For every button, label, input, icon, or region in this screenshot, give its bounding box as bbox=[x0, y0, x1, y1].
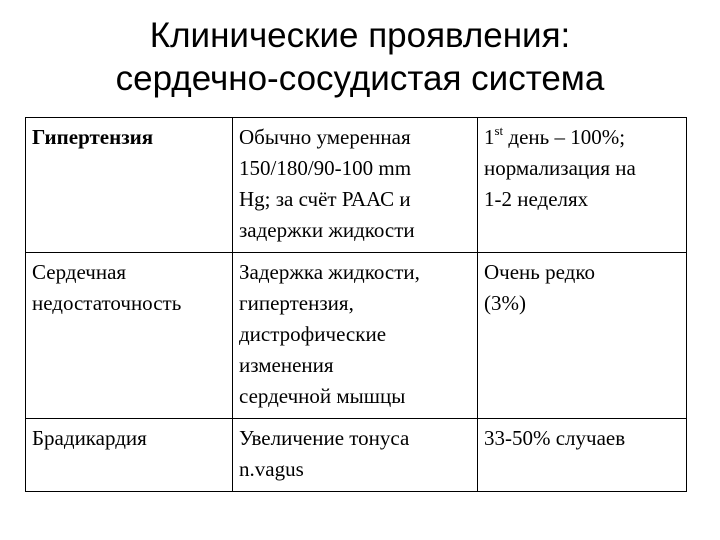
outcome-line: 1-2 неделях bbox=[484, 187, 589, 211]
description-line: n.vagus bbox=[239, 457, 304, 481]
outcome-line: 33-50% случаев bbox=[484, 426, 626, 450]
condition-cell bbox=[26, 118, 233, 253]
condition-heart-failure-line: недостаточность bbox=[32, 291, 182, 315]
outcome-ordinal: 1 bbox=[484, 125, 495, 149]
manifestations-table bbox=[25, 117, 687, 492]
slide-title-line-1: Клинические проявления: bbox=[149, 16, 571, 55]
outcome-first-line-text: день – 100%; bbox=[503, 125, 626, 149]
outcome-line bbox=[484, 122, 681, 153]
description-line: Обычно умеренная bbox=[239, 125, 411, 149]
description-line: дистрофические bbox=[239, 322, 387, 346]
outcome-line: Очень редко bbox=[484, 260, 595, 284]
outcome-cell bbox=[478, 253, 687, 419]
outcome-cell bbox=[478, 118, 687, 253]
table-row bbox=[26, 253, 687, 419]
description-cell bbox=[233, 253, 478, 419]
description-line: задержки жидкости bbox=[239, 218, 415, 242]
outcome-line: нормализация на bbox=[484, 156, 636, 180]
description-line: изменения bbox=[239, 353, 334, 377]
description-line: Увеличение тонуса bbox=[239, 426, 410, 450]
table-row bbox=[26, 118, 687, 253]
outcome-line: (3%) bbox=[484, 291, 526, 315]
condition-heart-failure-line: Сердечная bbox=[32, 260, 127, 284]
slide-title bbox=[0, 14, 720, 100]
table-row bbox=[26, 419, 687, 492]
description-line: 150/180/90-100 mm bbox=[239, 156, 412, 180]
condition-cell bbox=[26, 419, 233, 492]
outcome-cell bbox=[478, 419, 687, 492]
condition-cell bbox=[26, 253, 233, 419]
description-line: Задержка жидкости, bbox=[239, 260, 420, 284]
outcome-ordinal-suffix: st bbox=[494, 123, 504, 138]
description-cell bbox=[233, 118, 478, 253]
description-line: сердечной мышцы bbox=[239, 384, 406, 408]
description-line: Hg; за счёт РААС и bbox=[239, 187, 411, 211]
slide-title-line-2: сердечно-сосудистая система bbox=[115, 59, 605, 98]
description-line: гипертензия, bbox=[239, 291, 354, 315]
condition-bradycardia: Брадикардия bbox=[32, 426, 147, 450]
description-cell bbox=[233, 419, 478, 492]
condition-hypertension: Гипертензия bbox=[32, 125, 154, 149]
